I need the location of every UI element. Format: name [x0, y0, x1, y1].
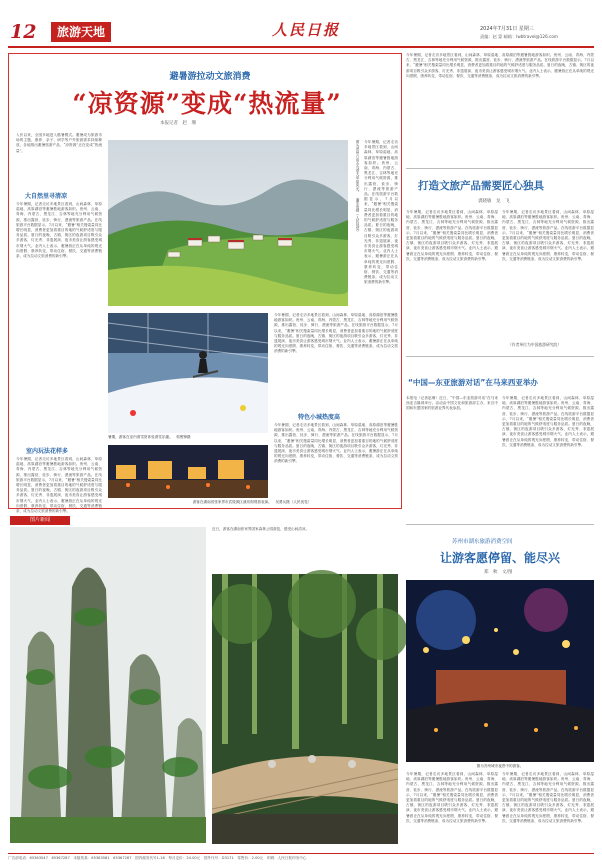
article-byline: 本报记者 赵 珊 [160, 121, 196, 126]
article2-title: “中国—东亚旅游对话”在马来西亚举办 [408, 378, 538, 387]
date-line: 2024年7月31日 星期三 [480, 26, 534, 32]
article-column-right-top: 今年暑期，记者走访多地景区看到，山间森林、草原湿地、高原湖泊等避暑胜地游客如织。贵州、云南、青海、内蒙古、黑龙江、吉林等地充分利用气候资源，推出露营、徒步、骑行、漂流等旅游产品。在线旅游平台数据显示，7月以来，“避暑”相关搜索量同比增长明显，消费者更加看重目的地的气候舒适度与服务品质。夏日的夜晚，古镇、街区的夜游项目吸引众多游客，灯光秀、非遗展演、夜市美食让游客感受城市烟火气。业内人士表示，避暑游正在从单纯的观光向度假、康养转变，带动住宿、餐饮、交通等消费链条，成为拉动文旅消费的新引擎。 [364, 140, 398, 285]
right-divider-2 [406, 356, 594, 357]
article1-note: （作者单位为中国旅游研究院） [508, 342, 562, 347]
section-label: 旅游天地 [51, 22, 111, 42]
photo-karst-peaks [10, 527, 206, 843]
article-column-middle: 今年暑期，记者走访多地景区看到，山间森林、草原湿地、高原湖泊等避暑胜地游客如织。贵州、云南、青海、内蒙古、黑龙江、吉林等地充分利用气候资源，推出露营、徒步、骑行、漂流等旅游产品。在线旅游平台数据显示，7月以来，“避暑”相关搜索量同比增长明显，消费者更加看重目的地的气候舒适度与服务品质。夏日的夜晚，古镇、街区的夜游项目吸引众多游客，灯光秀、非遗展演、夜市美食让游客感受城市烟火气。业内人士表示，避暑游正在从单纯的观光向度假、康养转变，带动住宿、餐饮、交通等消费链条，成为拉动文旅消费的新引擎。 [274, 313, 398, 354]
page-header [0, 0, 602, 50]
article-subtitle: 避暑游拉动文旅消费 [169, 72, 251, 82]
article2-text-col2: 今年暑期，记者走访多地景区看到，山间森林、草原湿地、高原湖泊等避暑胜地游客如织。贵州、云南、青海、内蒙古、黑龙江、吉林等地充分利用气候资源，推出露营、徒步、骑行、漂流等旅游产品。在线旅游平台数据显示，7月以来，“避暑”相关搜索量同比增长明显，消费者更加看重目的地的气候舒适度与服务品质。夏日的夜晚，古镇、街区的夜游项目吸引众多游客，灯光秀、非遗展演、夜市美食让游客感受城市烟火气。业内人士表示，避暑游正在从单纯的观光向度假、康养转变，带动住宿、餐饮、交通等消费链条，成为拉动文旅消费的新引擎。 [502, 396, 594, 447]
article3-text-col2: 今年暑期，记者走访多地景区看到，山间森林、草原湿地、高原湖泊等避暑胜地游客如织。贵州、云南、青海、内蒙古、黑龙江、吉林等地充分利用气候资源，推出露营、徒步、骑行、漂流等旅游产品。在线旅游平台数据显示，7月以来，“避暑”相关搜索量同比增长明显，消费者更加看重目的地的气候舒适度与服务品质。夏日的夜晚，古镇、街区的夜游项目吸引众多游客，灯光秀、非遗展演、夜市美食让游客感受城市烟火气。业内人士表示，避暑游正在从单纯的观光向度假、康养转变，带动住宿、餐饮、交通等消费链条，成为拉动文旅消费的新引擎。 [502, 772, 594, 823]
photo2-caption: 暑期，游客在室内滑雪馆体验滑雪乐趣。 郭俊锋摄 [108, 435, 191, 439]
photo-mountain-meadow [108, 140, 348, 306]
article-column-left: 今年暑期，记者走访多地景区看到，山间森林、草原湿地、高原湖泊等避暑胜地游客如织。贵州、云南、青海、内蒙古、黑龙江、吉林等地充分利用气候资源，推出露营、徒步、骑行、漂流等旅游产品。在线旅游平台数据显示，7月以来，“避暑”相关搜索量同比增长明显，消费者更加看重目的地的气候舒适度与服务品质。夏日的夜晚，古镇、街区的夜游项目吸引众多游客，灯光秀、非遗展演、夜市美食让游客感受城市烟火气。业内人士表示，避暑游正在从单纯的观光向度假、康养转变，带动住宿、餐饮、交通等消费链条，成为拉动文旅消费的新引擎。 [16, 202, 102, 259]
article1-text-col1: 今年暑期，记者走访多地景区看到，山间森林、草原湿地、高原湖泊等避暑胜地游客如织。贵州、云南、青海、内蒙古、黑龙江、吉林等地充分利用气候资源，推出露营、徒步、骑行、漂流等旅游产品。在线旅游平台数据显示，7月以来，“避暑”相关搜索量同比增长明显，消费者更加看重目的地的气候舒适度与服务品质。夏日的夜晚，古镇、街区的夜游项目吸引众多游客，灯光秀、非遗展演、夜市美食让游客感受城市烟火气。业内人士表示，避暑游正在从单纯的观光向度假、康养转变，带动住宿、餐饮、交通等消费链条，成为拉动文旅消费的新引擎。 [406, 210, 498, 261]
article1-title: 打造文旅产品需要匠心独具 [418, 180, 544, 192]
photo-news-label: 图片新闻 [10, 516, 70, 525]
article1-text-col2: 今年暑期，记者走访多地景区看到，山间森林、草原湿地、高原湖泊等避暑胜地游客如织。贵州、云南、青海、内蒙古、黑龙江、吉林等地充分利用气候资源，推出露营、徒步、骑行、漂流等旅游产品。在线旅游平台数据显示，7月以来，“避暑”相关搜索量同比增长明显，消费者更加看重目的地的气候舒适度与服务品质。夏日的夜晚，古镇、街区的夜游项目吸引众多游客，灯光秀、非遗展演、夜市美食让游客感受城市烟火气。业内人士表示，避暑游正在从单纯的观光向度假、康养转变，带动住宿、餐饮、交通等消费链条，成为拉动文旅消费的新引擎。 [502, 210, 594, 261]
article2-text-col1: 本报电（记者赵珊）近日，“中国—东亚旅游对话”在马来西亚吉隆坡举行。活动由中国文化和旅游部主办，来自中国和东盟国家的旅游业界代表参加。 [406, 396, 498, 411]
footer-info: 广告部电话：65363547 65367287 本版传真：65363581 65367287 国内邮发代号1-16 每月定价：24.00元 国外代号：D3171 零售价：2.00元 印刷：人民日报印务中心 [8, 853, 594, 864]
editor-line: 责编：赵 蒙 邮箱：lwbtravel@126.com [480, 34, 559, 39]
article1-byline: 裘晓敏 龙 飞 [478, 199, 510, 204]
photo-indoor-ski [108, 313, 268, 433]
article3-title: 让游客愿停留、能尽兴 [440, 551, 561, 565]
article-lead: 入伏以来，全国多地进入酷暑模式。避暑成为旅游市场的主题，康养、亲子、研学等户外旅游需求持续释放，各地推出避暑旅游产品，“凉资源”正在变成“热流量”。 [16, 133, 102, 153]
right-column-top-text: 今年暑期，记者走访多地景区看到，山间森林、草原湿地、高原湖泊等避暑胜地游客如织。贵州、云南、青海、内蒙古、黑龙江、吉林等地充分利用气候资源，推出露营、徒步、骑行、漂流等旅游产品。在线旅游平台数据显示，7月以来，“避暑”相关搜索量同比增长明显，消费者更加看重目的地的气候舒适度与服务品质。夏日的夜晚，古镇、街区的夜游项目吸引众多游客，灯光秀、非遗展演、夜市美食让游客感受城市烟火气。业内人士表示，避暑游正在从单纯的观光向度假、康养转变，带动住宿、餐饮、交通等消费链条，成为拉动文旅消费的新引擎。 [406, 53, 594, 78]
photo-news-caption: 近日，游客在湖南张家界国家森林公园游览，感受山间清凉。 [212, 527, 310, 531]
photo-night-town [108, 445, 268, 498]
right-divider-1 [406, 168, 594, 169]
photo-night-festival [406, 580, 594, 762]
right-divider-3 [406, 524, 594, 525]
photo-forest-walkway [212, 574, 398, 844]
photo3-caption: 游客在湖南省张家界市武陵源区溪布街观看表演。 吴勇兵摄（人民视觉） [192, 500, 312, 504]
article3-subtitle: 苏州市湖东旅游消费空间 [452, 539, 513, 545]
article-column-middle-2: 今年暑期，记者走访多地景区看到，山间森林、草原湿地、高原湖泊等避暑胜地游客如织。贵州、云南、青海、内蒙古、黑龙江、吉林等地充分利用气候资源，推出露营、徒步、骑行、漂流等旅游产品。在线旅游平台数据显示，7月以来，“避暑”相关搜索量同比增长明显，消费者更加看重目的地的气候舒适度与服务品质。夏日的夜晚，古镇、街区的夜游项目吸引众多游客，灯光秀、非遗展演、夜市美食让游客感受城市烟火气。业内人士表示，避暑游正在从单纯的观光向度假、康养转变，带动住宿、餐饮、交通等消费链条，成为拉动文旅消费的新引擎。 [274, 423, 398, 464]
section-heading-1: 大自然里寻清凉 [25, 193, 68, 200]
newspaper-logo: 人民日报 [272, 21, 341, 39]
article3-byline: 郑 秋 文/图 [484, 570, 513, 575]
header-rule [8, 46, 594, 48]
section-heading-2: 特色小城热度高 [298, 414, 341, 421]
article3-text-col1: 今年暑期，记者走访多地景区看到，山间森林、草原湿地、高原湖泊等避暑胜地游客如织。贵州、云南、青海、内蒙古、黑龙江、吉林等地充分利用气候资源，推出露营、徒步、骑行、漂流等旅游产品。在线旅游平台数据显示，7月以来，“避暑”相关搜索量同比增长明显，消费者更加看重目的地的气候舒适度与服务品质。夏日的夜晚，古镇、街区的夜游项目吸引众多游客，灯光秀、非遗展演、夜市美食让游客感受城市烟火气。业内人士表示，避暑游正在从单纯的观光向度假、康养转变，带动住宿、餐饮、交通等消费链条，成为拉动文旅消费的新引擎。 [406, 772, 498, 823]
article-title: “凉资源”变成“热流量” [72, 89, 342, 118]
article3-caption: 图为苏州城市夜景中的游客。 [476, 764, 524, 768]
section-heading-3: 室内玩法花样多 [26, 448, 69, 455]
photo1-caption: 图为贵州六盘水乌蒙大草原风光。 潘军贵摄（人民视觉） [356, 140, 360, 234]
page-number: 12 [10, 21, 37, 43]
article-column-left-bottom: 今年暑期，记者走访多地景区看到，山间森林、草原湿地、高原湖泊等避暑胜地游客如织。贵州、云南、青海、内蒙古、黑龙江、吉林等地充分利用气候资源，推出露营、徒步、骑行、漂流等旅游产品。在线旅游平台数据显示，7月以来，“避暑”相关搜索量同比增长明显，消费者更加看重目的地的气候舒适度与服务品质。夏日的夜晚，古镇、街区的夜游项目吸引众多游客，灯光秀、非遗展演、夜市美食让游客感受城市烟火气。业内人士表示，避暑游正在从单纯的观光向度假、康养转变，带动住宿、餐饮、交通等消费链条，成为拉动文旅消费的新引擎。 [16, 457, 102, 514]
